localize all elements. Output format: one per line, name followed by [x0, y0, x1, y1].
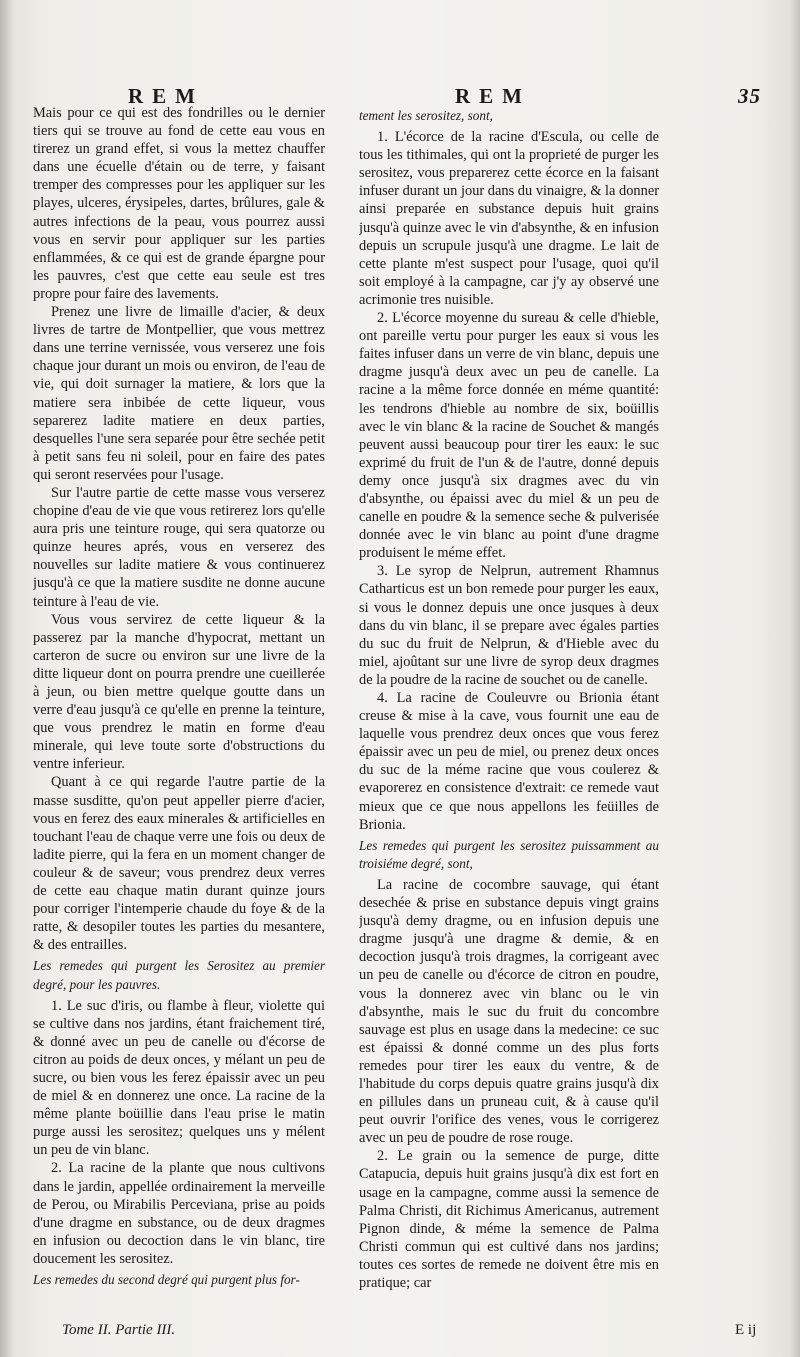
paragraph: 1. L'écorce de la racine d'Escula, ou celle de tous les tithimales, qui ont la proprieté de purger les serositez, vous preparerez cette écorce en la faisant infuser durant un jour dans du vinaigre, & la donner ainsi preparée en substance depuis huit grains jusqu'à quinze avec le vin d'absynthe, & en infusion depuis un scrupule jusqu'à une dragme. Le lait de cette plante m'est suspect pour l'usage, quoi qu'il soit employé à la campagne, car j'y ay observé une acrimonie tres nuisible.: [359, 129, 659, 308]
section-heading: Les remedes qui purgent les serositez puissamment au troisiéme degré, sont,: [359, 837, 659, 871]
paragraph: Sur l'autre partie de cette masse vous verserez chopine d'eau de vie que vous retirerez lors qu'elle aura pris une teinture rouge, qui sera quatorze ou quinze heures aprés, vous en verserez des nouvelles sur ladite matiere & vous continuerez jusqu'à ce que la matiere susdite ne donne aucune teinture à l'eau de vie.: [33, 484, 325, 610]
paragraph: Mais pour ce qui est des fondrilles ou le dernier tiers qui se trouve au fond de cette eau vous en tirerez un grand effet, si vous la mettez chauffer dans une écuelle d'étain ou de terre, y faisant tremper des compresses pour les appliquer sur les playes, ulceres, érysipeles, dartes, brûlures, gale & autres infections de la peau, vous pourrez aussi vous en servir pour appliquer sur les parties enflammées, & ce qui est de grande épargne pour les pauvres, c'est que cette eau seule est tres propre pour faire des lavements.: [33, 105, 325, 302]
paragraph: 3. Le syrop de Nelprun, autrement Rhamnus Catharticus est un bon remede pour purger les eaux, si vous le donnez depuis une once jusques à deux dans du vin blanc, il se prepare avec égales parties du suc du fruit de Nelprun, & d'Hieble avec du miel, ajoûtant sur une livre de syrop deux dragmes de la poudre de la racine de souchet ou de canelle.: [359, 563, 659, 688]
left-column: [33, 104, 325, 1334]
section-heading: Les remedes qui purgent les Serositez au premier degré, pour les pauvres.: [33, 958, 325, 992]
section-heading: Les remedes du second degré qui purgent plus for-: [33, 1272, 300, 1287]
paragraph: Vous vous servirez de cette liqueur & la passerez par la manche d'hypocrat, mettant un carteron de sucre ou environ sur une livre de la ditte liqueur dont on pourra prendre une cueillerée à jeun, ou bien mettre quelque goutte dans un verre d'eau jusqu'à ce qu'elle en prenne la teinture, que vous prendrez le matin en forme d'eau minerale, qui leve toute sorte d'obstructions du ventre inferieur.: [33, 611, 325, 773]
paragraph: 2. La racine de la plante que nous cultivons dans le jardin, appellée ordinairement la merveille de Perou, ou Mirabilis Perceviana, prise au poids d'une dragme en substance, ou de deux dragmes en infusion ou decoction dans le vin blanc, tire doucement les serositez.: [33, 1160, 325, 1267]
page-number: 35: [738, 84, 761, 108]
catchword: E ij: [735, 1322, 757, 1338]
right-column: [359, 104, 659, 1334]
paragraph: Prenez une livre de limaille d'acier, & deux livres de tartre de Montpellier, que vous mettrez dans une terrine vernissée, vous verserez une fois chaque jour durant un mois ou environ, de l'eau de vie, qui doit surnager la matiere, & lors que la matiere sera inbibée de cette liqueur, vous separerez ladite matiere en deux parties, desquelles l'une sera separée pour être sechée petit à petit sans feu ni soleil, pour en faire des pates qui seront reservées pour l'usage.: [33, 304, 325, 483]
paragraph: 2. Le grain ou la semence de purge, ditte Catapucia, depuis huit grains jusqu'à dix est fort en usage en la campagne, comme aussi la semence de Palma Christi, dit Richimus Americanus, autrement Pignon dinde, & méme la semence de Palma Christi commun qui est cultivé dans nos jardins; toutes ces sortes de remede ne doivent être mis en pratique; car: [359, 1148, 659, 1291]
paragraph: 1. Le suc d'iris, ou flambe à fleur, violette qui se cultive dans nos jardins, étant fraichement tiré, & donné avec un peu de canelle ou d'écorse de citron au poids de deux onces, y mélant un peu de sucre, ou bien vous les ferez épaissir avec un peu de miel & en donnerez une once. La racine de la même plante boüillie dans l'eau prise le matin purge aussi les serositez; quelques uns y mélent un peu de vin blanc.: [33, 997, 325, 1159]
running-head-left: REM: [128, 84, 204, 108]
page-edge-shadow: [790, 0, 800, 1357]
paragraph: Quant à ce qui regarde l'autre partie de la masse susditte, qu'on peut appeller pierre d'acier, vous en ferez des eaux minerales & artificielles en touchant l'eau de chaque verre une fois ou deux de ladite pierre, qui la fera en un moment changer de couleur & de saveur; vous prendrez deux verres de cette eau chaque matin durant quinze jours pour corriger l'intemperie chaude du foye & de la ratte, & desopiler toutes les parties du mesantere, & des entrailles.: [33, 774, 325, 954]
paragraph: La racine de cocombre sauvage, qui étant desechée & prise en substance depuis vingt grains jusqu'à demy dragme, ou en infusion depuis une dragme jusqu'à une dragme & demie, & en decoction jusqu'à trois dragmes, la corrigeant avec un peu de canelle ou d'écorce de citron en poudre, vous la donnerez avec vin blanc ou le vin d'absynthe, mais le suc du fruit du concombre sauvage est plus en usage dans la medecine: ce suc est épaissi & donné comme un des plus forts remedes pour tirer les eaux du ventre, & de l'habitude du corps depuis quatre grains jusqu'à dix en pillules dans un pruneau cuit, & à cause qu'il peut ouvrir l'orifice des venes, vous le corrigerez avec un peu de poudre de rose rouge.: [359, 876, 659, 1147]
section-heading: tement les serositez, sont,: [359, 108, 493, 123]
page-footer: [0, 1322, 800, 1346]
signature-mark: Tome II. Partie III.: [62, 1322, 176, 1338]
paragraph: 2. L'écorce moyenne du sureau & celle d'hieble, ont pareille vertu pour purger les eaux si vous les faites infuser dans un verre de vin blanc, depuis une dragme jusqu'à deux avec un peu de canelle. La racine a la même force donnée en méme quantité: les tendrons d'hieble au nombre de six, boüillis avec le vin blanc & la racine de Souchet & mangés peuvent aussi beaucoup pour tirer les eaux: le suc exprimé du fruit de l'un & de l'autre, donné depuis demy once jusqu'à six dragmes avec du vin d'absynthe, ou épaissi avec du miel & un peu de canelle en poudre & la semence seche & pulverisée donnée avec le vin blanc au point d'une dragme produisent le méme effet.: [359, 310, 659, 562]
paragraph: 4. La racine de Couleuvre ou Brionia étant creuse & mise à la cave, vous fournit une eau de laquelle vous prendrez deux onces que vous ferez épaissir avec un peu de miel, ou prenez deux onces du suc de la méme racine que vous coulerez & evaporerez en consistence d'extrait: ce remede vaut mieux que ce que nous appellons les feüilles de Brionia.: [359, 690, 659, 833]
binding-shadow: [0, 0, 14, 1357]
running-head-right: REM: [455, 84, 531, 108]
